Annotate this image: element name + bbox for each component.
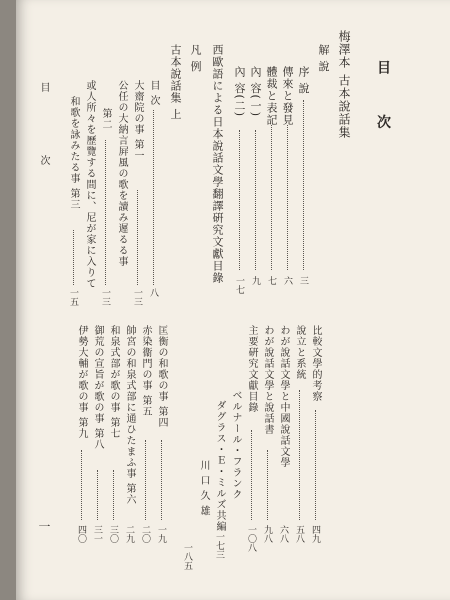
- toc-leader: [267, 450, 268, 520]
- toc-entry: 內 容(二): [233, 66, 246, 118]
- section-joukan: 古本說話集 上: [169, 44, 182, 121]
- toc-entry: 體裁と表記: [265, 66, 278, 126]
- toc-page: 六: [282, 276, 292, 285]
- toc-entry: 和泉式部が歌の事 第七: [108, 325, 119, 440]
- toc-leader: [97, 470, 98, 520]
- toc-entry: 傳來と發見: [281, 66, 294, 126]
- page-number: 一: [37, 520, 51, 533]
- toc-page: 五八: [294, 525, 304, 543]
- toc-leader: [315, 410, 316, 520]
- toc-leader: [137, 190, 138, 285]
- toc-entry: 赤染衞門の事 第五: [140, 325, 151, 418]
- toc-entry: 序 說: [297, 66, 310, 95]
- toc-entry: 大齋院の事 第一: [132, 80, 143, 162]
- toc-page: 四〇: [76, 525, 86, 543]
- toc-leader: [251, 430, 252, 520]
- toc-entry: 川 口 久 雄: [198, 460, 209, 517]
- toc-leader: [113, 470, 114, 520]
- toc-page: 九八: [262, 525, 272, 543]
- toc-page: 二九: [124, 525, 134, 543]
- toc-page: 一九: [156, 525, 166, 543]
- book-title: 梅澤本 古本說話集: [337, 30, 351, 139]
- toc-leader: [299, 390, 300, 520]
- toc-leader: [105, 140, 106, 285]
- toc-entry: 匡衡の和歌の事 第四: [156, 325, 167, 429]
- toc-entry: 比較文學的考察: [310, 325, 321, 402]
- toc-entry: 伊勢大輔が歌の事 第九: [76, 325, 87, 440]
- toc-page: 八: [148, 288, 158, 297]
- toc-leader: [145, 440, 146, 520]
- toc-entry: 帥宮の和泉式部に通ひたまふ事 第六: [124, 325, 135, 506]
- toc-page: 三〇: [108, 525, 118, 543]
- toc-entry: 御荒の宣旨が歌の事 第八: [92, 325, 103, 451]
- toc-page: 一五: [68, 288, 78, 306]
- page-title: 目 次: [375, 60, 391, 147]
- toc-entry: 內 容(一): [249, 66, 262, 118]
- toc-entry: わが說話文學と中國說話文學: [278, 325, 289, 468]
- toc-page: 三一: [92, 525, 102, 543]
- toc-entry: 說立と系統: [294, 325, 305, 380]
- running-head: 目 次: [38, 82, 49, 196]
- toc-page: 九: [250, 276, 260, 285]
- toc-page: 一三: [132, 288, 142, 306]
- section-bunken: 西歐語による日本說話文學翻譯硏究文獻目錄: [211, 44, 224, 284]
- section-kaisetsu: 解 說: [317, 44, 330, 73]
- section-hanrei: 凡 例: [189, 44, 202, 73]
- toc-page: 二〇: [140, 525, 150, 543]
- toc-leader: [161, 440, 162, 520]
- toc-page: 一〇八: [246, 525, 256, 552]
- toc-leader: [255, 130, 256, 270]
- toc-page: 三: [298, 276, 308, 285]
- toc-entry: ダグラス・Ｅ・ミルズ共編: [214, 400, 225, 532]
- toc-entry: 第二: [100, 108, 111, 130]
- toc-entry: 主要硏究文獻目錄: [246, 325, 257, 413]
- book-page: [16, 0, 450, 600]
- toc-entry: 或人所々を歷覽する間に、尼が家に入りて: [84, 80, 95, 289]
- toc-entry: 目 次: [148, 80, 159, 107]
- toc-entry: 和歌を詠みたる事 第三: [68, 96, 79, 211]
- toc-entry: 公任の大納言屛風の歌を讀み遲るる事: [116, 80, 127, 267]
- toc-leader: [81, 450, 82, 520]
- toc-leader: [271, 125, 272, 270]
- toc-page: 七: [266, 276, 276, 285]
- toc-page: 一八五: [182, 543, 192, 570]
- toc-leader: [287, 125, 288, 270]
- toc-leader: [73, 230, 74, 285]
- toc-page: 六八: [278, 525, 288, 543]
- toc-entry: わが說話文學と說話書: [262, 325, 273, 435]
- toc-leader: [239, 130, 240, 270]
- toc-leader: [153, 110, 154, 285]
- toc-leader: [303, 100, 304, 270]
- toc-page: 一三: [100, 288, 110, 306]
- toc-page: 一七三: [214, 532, 224, 559]
- toc-page: 四九: [310, 525, 320, 543]
- toc-page: 一七: [234, 276, 244, 294]
- toc-entry: ベルナール・フランク: [230, 390, 241, 500]
